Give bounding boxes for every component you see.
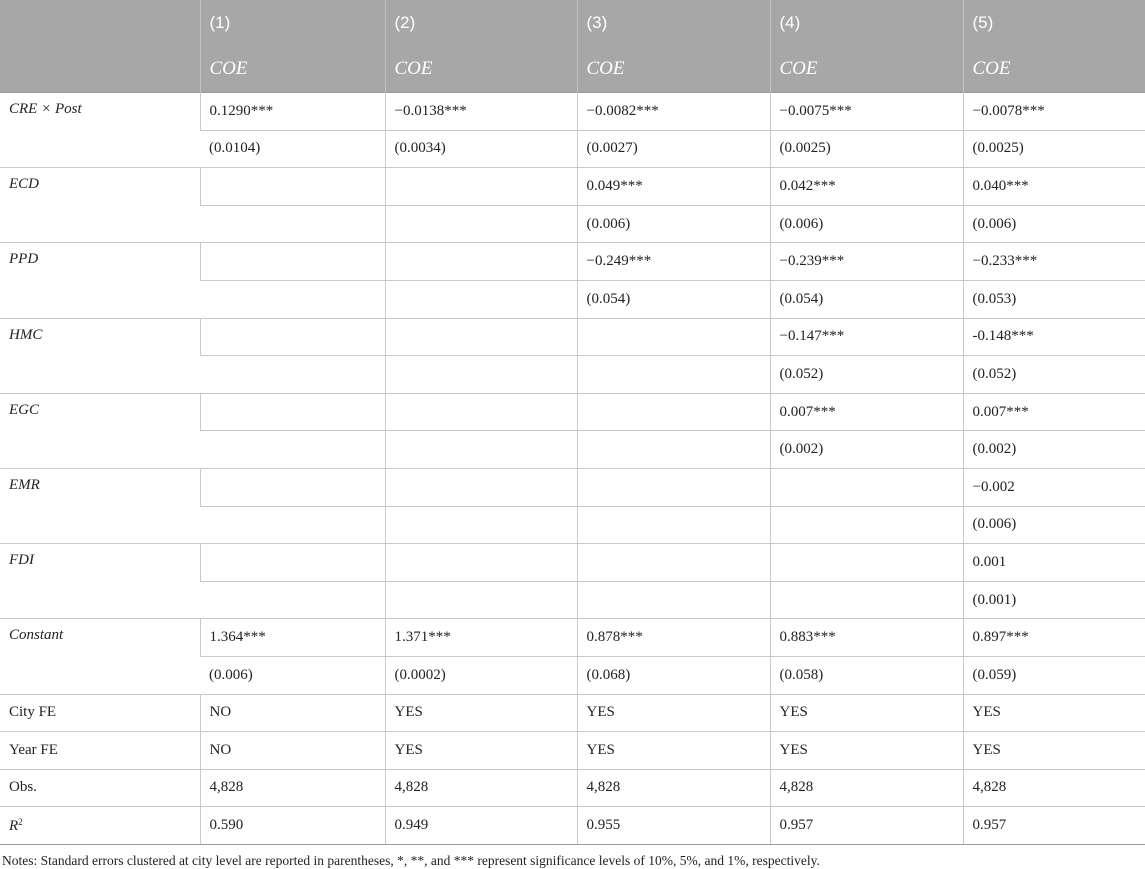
coefficient-cell: 0.042*** bbox=[770, 168, 963, 206]
standard-error-cell bbox=[385, 581, 577, 619]
coefficient-cell: -0.148*** bbox=[963, 318, 1145, 356]
coefficient-cell bbox=[770, 468, 963, 506]
standard-error-cell bbox=[385, 280, 577, 318]
standard-error-cell: (0.006) bbox=[577, 205, 770, 243]
standard-error-cell: (0.054) bbox=[770, 280, 963, 318]
variable-name: EGC bbox=[0, 393, 200, 468]
standard-error-cell bbox=[200, 280, 385, 318]
standard-error-cell bbox=[770, 581, 963, 619]
table-header bbox=[0, 0, 1145, 93]
statistic-name-base: R bbox=[9, 817, 19, 834]
standard-error-cell bbox=[385, 506, 577, 544]
coefficient-cell: 1.364*** bbox=[200, 619, 385, 657]
column-number: (4) bbox=[770, 0, 963, 46]
standard-error-cell: (0.0025) bbox=[770, 130, 963, 168]
statistic-name bbox=[0, 807, 200, 845]
statistic-name: Year FE bbox=[0, 732, 200, 770]
table-notes: Notes: Standard errors clustered at city level are reported in parentheses, *, **, and *** represent significance levels of 10%, 5%, and 1%, respectively. bbox=[2, 852, 820, 868]
statistic-name: Obs. bbox=[0, 769, 200, 807]
standard-error-cell bbox=[577, 431, 770, 469]
coefficient-cell bbox=[200, 393, 385, 431]
statistics-row bbox=[0, 732, 1145, 770]
statistic-value: YES bbox=[577, 694, 770, 732]
column-number: (1) bbox=[200, 0, 385, 46]
statistic-value: YES bbox=[385, 694, 577, 732]
column-number: (3) bbox=[577, 0, 770, 46]
standard-error-cell: (0.0034) bbox=[385, 130, 577, 168]
standard-error-cell: (0.052) bbox=[963, 356, 1145, 394]
coefficient-cell: −0.0078*** bbox=[963, 93, 1145, 131]
coefficient-cell: −0.0138*** bbox=[385, 93, 577, 131]
standard-error-cell bbox=[385, 356, 577, 394]
standard-error-cell bbox=[200, 506, 385, 544]
standard-error-cell: (0.002) bbox=[963, 431, 1145, 469]
variable-name: CRE × Post bbox=[0, 93, 200, 168]
standard-error-cell: (0.006) bbox=[963, 205, 1145, 243]
coefficient-cell: 0.878*** bbox=[577, 619, 770, 657]
coefficient-cell bbox=[385, 318, 577, 356]
coefficient-cell: 0.049*** bbox=[577, 168, 770, 206]
coefficient-row bbox=[0, 168, 1145, 206]
coefficient-cell bbox=[200, 544, 385, 582]
coefficient-cell: −0.0082*** bbox=[577, 93, 770, 131]
standard-error-cell: (0.054) bbox=[577, 280, 770, 318]
coefficient-cell bbox=[577, 544, 770, 582]
variable-name: HMC bbox=[0, 318, 200, 393]
standard-error-cell: (0.0025) bbox=[963, 130, 1145, 168]
standard-error-cell bbox=[200, 356, 385, 394]
standard-error-cell: (0.002) bbox=[770, 431, 963, 469]
standard-error-cell bbox=[200, 581, 385, 619]
standard-error-cell: (0.058) bbox=[770, 656, 963, 694]
coefficient-cell: −0.002 bbox=[963, 468, 1145, 506]
standard-error-cell bbox=[385, 205, 577, 243]
header-row-column-numbers bbox=[0, 0, 1145, 46]
standard-error-cell: (0.006) bbox=[200, 656, 385, 694]
dependent-variable-label: COE bbox=[577, 46, 770, 93]
statistic-value: 0.590 bbox=[200, 807, 385, 845]
table-body bbox=[0, 93, 1145, 845]
standard-error-cell bbox=[200, 205, 385, 243]
coefficient-cell bbox=[577, 468, 770, 506]
standard-error-cell bbox=[770, 506, 963, 544]
statistic-value: YES bbox=[963, 732, 1145, 770]
statistic-value: YES bbox=[385, 732, 577, 770]
statistic-name-superscript: 2 bbox=[18, 816, 23, 827]
coefficient-row bbox=[0, 619, 1145, 657]
standard-error-cell: (0.052) bbox=[770, 356, 963, 394]
coefficient-cell bbox=[200, 243, 385, 281]
standard-error-cell bbox=[200, 431, 385, 469]
coefficient-row bbox=[0, 468, 1145, 506]
coefficient-cell: −0.239*** bbox=[770, 243, 963, 281]
column-number: (5) bbox=[963, 0, 1145, 46]
standard-error-cell bbox=[577, 581, 770, 619]
dependent-variable-label: COE bbox=[385, 46, 577, 93]
coefficient-cell: −0.249*** bbox=[577, 243, 770, 281]
standard-error-cell bbox=[577, 356, 770, 394]
statistic-value: NO bbox=[200, 732, 385, 770]
coefficient-cell: 0.007*** bbox=[963, 393, 1145, 431]
statistic-value: 0.955 bbox=[577, 807, 770, 845]
coefficient-row bbox=[0, 393, 1145, 431]
statistic-value: YES bbox=[577, 732, 770, 770]
coefficient-cell bbox=[200, 468, 385, 506]
header-corner-cell bbox=[0, 46, 200, 93]
coefficient-cell: −0.0075*** bbox=[770, 93, 963, 131]
statistic-value: 0.957 bbox=[963, 807, 1145, 845]
coefficient-cell: 0.897*** bbox=[963, 619, 1145, 657]
statistic-value: NO bbox=[200, 694, 385, 732]
standard-error-cell bbox=[385, 431, 577, 469]
standard-error-cell: (0.059) bbox=[963, 656, 1145, 694]
statistic-name: City FE bbox=[0, 694, 200, 732]
statistic-value: 4,828 bbox=[963, 769, 1145, 807]
standard-error-cell: (0.0104) bbox=[200, 130, 385, 168]
coefficient-cell: 1.371*** bbox=[385, 619, 577, 657]
statistic-value: 4,828 bbox=[385, 769, 577, 807]
statistic-value: 4,828 bbox=[770, 769, 963, 807]
coefficient-cell bbox=[385, 243, 577, 281]
coefficient-row bbox=[0, 243, 1145, 281]
coefficient-cell: 0.007*** bbox=[770, 393, 963, 431]
coefficient-cell bbox=[200, 318, 385, 356]
variable-name: FDI bbox=[0, 544, 200, 619]
statistic-value: YES bbox=[770, 694, 963, 732]
coefficient-row bbox=[0, 93, 1145, 131]
coefficient-cell bbox=[385, 168, 577, 206]
statistic-value: YES bbox=[963, 694, 1145, 732]
statistics-row bbox=[0, 807, 1145, 845]
coefficient-cell: 0.1290*** bbox=[200, 93, 385, 131]
coefficient-row bbox=[0, 318, 1145, 356]
standard-error-cell: (0.001) bbox=[963, 581, 1145, 619]
standard-error-cell bbox=[577, 506, 770, 544]
variable-name: PPD bbox=[0, 243, 200, 318]
variable-name: ECD bbox=[0, 168, 200, 243]
variable-name: EMR bbox=[0, 468, 200, 543]
coefficient-cell: 0.883*** bbox=[770, 619, 963, 657]
dependent-variable-label: COE bbox=[770, 46, 963, 93]
standard-error-cell: (0.068) bbox=[577, 656, 770, 694]
standard-error-cell: (0.053) bbox=[963, 280, 1145, 318]
coefficient-cell bbox=[385, 393, 577, 431]
header-row-dependent-vars bbox=[0, 46, 1145, 93]
coefficient-cell: −0.147*** bbox=[770, 318, 963, 356]
statistic-value: 4,828 bbox=[200, 769, 385, 807]
coefficient-cell bbox=[385, 544, 577, 582]
coefficient-cell bbox=[200, 168, 385, 206]
statistic-value: 0.949 bbox=[385, 807, 577, 845]
coefficient-row bbox=[0, 544, 1145, 582]
coefficient-cell bbox=[577, 393, 770, 431]
standard-error-cell: (0.0027) bbox=[577, 130, 770, 168]
variable-name: Constant bbox=[0, 619, 200, 694]
coefficient-cell bbox=[770, 544, 963, 582]
statistic-value: YES bbox=[770, 732, 963, 770]
standard-error-cell: (0.0002) bbox=[385, 656, 577, 694]
coefficient-cell: −0.233*** bbox=[963, 243, 1145, 281]
standard-error-cell: (0.006) bbox=[770, 205, 963, 243]
coefficient-cell bbox=[577, 318, 770, 356]
column-number: (2) bbox=[385, 0, 577, 46]
standard-error-cell: (0.006) bbox=[963, 506, 1145, 544]
dependent-variable-label: COE bbox=[963, 46, 1145, 93]
statistics-row bbox=[0, 694, 1145, 732]
coefficient-cell bbox=[385, 468, 577, 506]
dependent-variable-label: COE bbox=[200, 46, 385, 93]
header-corner-cell bbox=[0, 0, 200, 46]
statistics-row bbox=[0, 769, 1145, 807]
coefficient-cell: 0.040*** bbox=[963, 168, 1145, 206]
coefficient-cell: 0.001 bbox=[963, 544, 1145, 582]
statistic-value: 0.957 bbox=[770, 807, 963, 845]
statistic-value: 4,828 bbox=[577, 769, 770, 807]
